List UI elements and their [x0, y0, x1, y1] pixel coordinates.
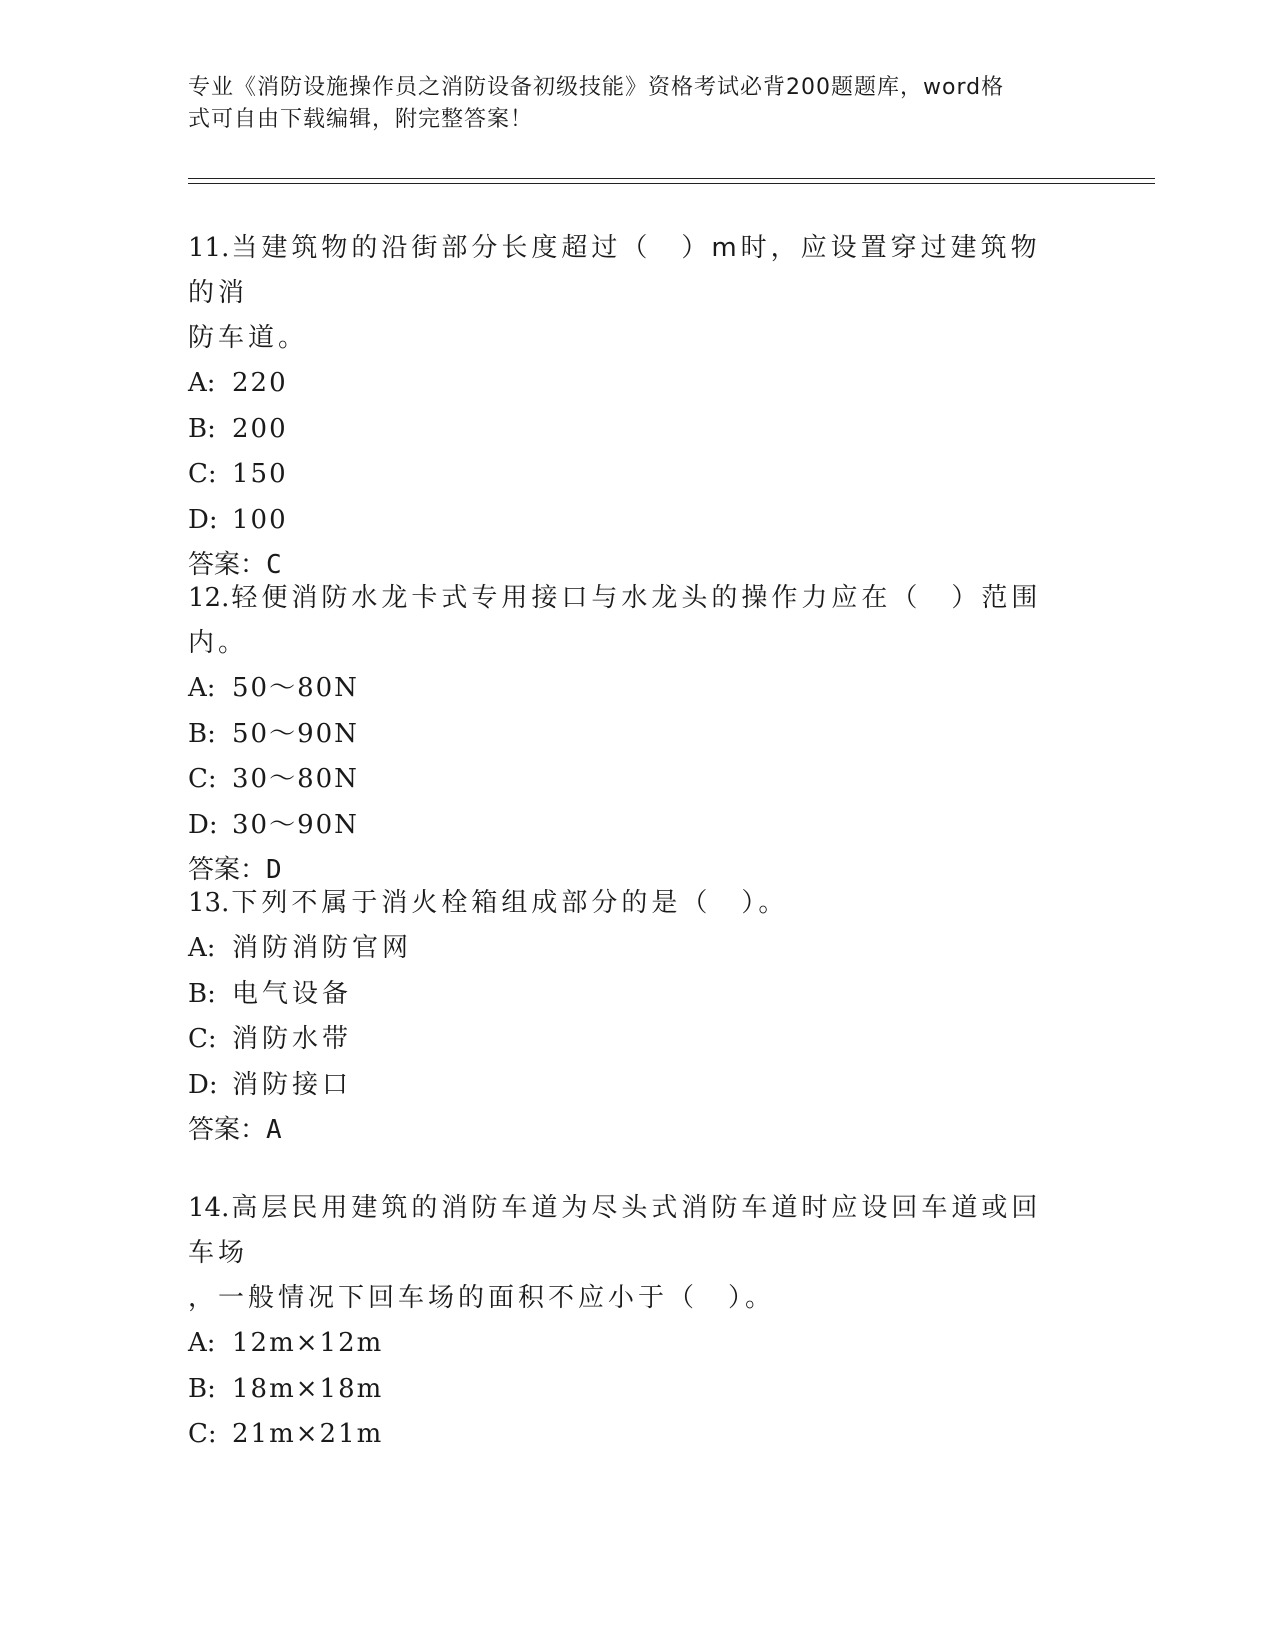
question-stem-line-2: ，一般情况下回车场的面积不应小于（ ）。 [188, 1283, 776, 1313]
option-letter: C: [188, 459, 217, 489]
answer-value: A [266, 1115, 282, 1145]
option-c [188, 452, 1068, 498]
option-b [188, 972, 1068, 1018]
question-13 [188, 881, 1068, 1153]
answer-label: 答案： [188, 550, 267, 580]
option-text: 50～80N [232, 673, 359, 703]
option-text: 21m×21m [232, 1419, 384, 1449]
option-d [188, 803, 1068, 849]
option-b [188, 712, 1068, 758]
option-c [188, 757, 1068, 803]
question-stem [188, 881, 1068, 926]
header-line-1: 专业《消防设施操作员之消防设备初级技能》资格考试必背200题题库，word格 [188, 75, 1005, 100]
option-letter: A: [188, 933, 216, 963]
option-text: 100 [232, 504, 288, 535]
question-14 [188, 1186, 1068, 1458]
question-12 [188, 576, 1068, 893]
question-stem-line-1: 当建筑物的沿街部分长度超过（ ）m时，应设置穿过建筑物的消 [188, 233, 1041, 308]
option-a [188, 361, 1068, 407]
option-letter: A: [188, 368, 216, 398]
answer-value: D [266, 855, 282, 885]
question-11 [188, 226, 1068, 588]
question-number: 11. [188, 233, 230, 263]
option-text: 电气设备 [232, 978, 353, 1009]
option-text: 150 [232, 459, 288, 489]
option-a [188, 1321, 1068, 1367]
answer-label: 答案： [188, 855, 267, 885]
option-letter: C: [188, 1419, 217, 1449]
option-letter: B: [188, 413, 216, 444]
option-letter: D: [188, 1069, 218, 1100]
header-line-2: 式可自由下载编辑，附完整答案！ [188, 107, 534, 132]
option-letter: B: [188, 1373, 216, 1404]
option-c [188, 1412, 1068, 1458]
option-letter: B: [188, 978, 216, 1009]
option-letter: A: [188, 1328, 216, 1358]
question-number: 13. [188, 888, 230, 918]
option-letter: A: [188, 673, 216, 703]
option-text: 50～90N [232, 718, 359, 749]
option-text: 消防水带 [232, 1024, 353, 1054]
option-text: 200 [232, 413, 288, 444]
option-b [188, 1367, 1068, 1413]
option-text: 220 [232, 368, 288, 398]
answer-label: 答案： [188, 1115, 267, 1145]
answer-value: C [266, 550, 282, 580]
option-text: 12m×12m [232, 1328, 384, 1358]
option-text: 30～80N [232, 764, 359, 794]
question-stem-line-2: 防车道。 [188, 323, 309, 353]
option-d [188, 498, 1068, 544]
option-b [188, 407, 1068, 453]
option-letter: C: [188, 764, 217, 794]
option-d [188, 1063, 1068, 1109]
document-header [188, 72, 1068, 136]
header-divider-bottom [188, 183, 1155, 184]
option-letter: C: [188, 1024, 217, 1054]
option-a [188, 926, 1068, 972]
option-text: 18m×18m [232, 1373, 384, 1404]
question-number: 12. [188, 583, 230, 613]
question-stem [188, 226, 1068, 316]
option-text: 消防接口 [232, 1069, 353, 1100]
question-stem [188, 1186, 1068, 1276]
option-letter: D: [188, 504, 218, 535]
option-letter: B: [188, 718, 216, 749]
question-stem [188, 576, 1068, 666]
option-text: 30～90N [232, 809, 359, 840]
option-text: 消防消防官网 [232, 933, 413, 963]
answer-line [188, 1108, 1068, 1153]
question-number: 14. [188, 1193, 230, 1223]
question-stem-line-1: 下列不属于消火栓箱组成部分的是（ ）。 [231, 888, 789, 918]
option-letter: D: [188, 809, 218, 840]
question-stem-line-1: 轻便消防水龙卡式专用接口与水龙头的操作力应在（ ）范围内。 [188, 583, 1042, 658]
option-c [188, 1017, 1068, 1063]
question-stem-line-1: 高层民用建筑的消防车道为尽头式消防车道时应设回车道或回车场 [188, 1193, 1042, 1268]
option-a [188, 666, 1068, 712]
header-divider-top [188, 178, 1155, 179]
